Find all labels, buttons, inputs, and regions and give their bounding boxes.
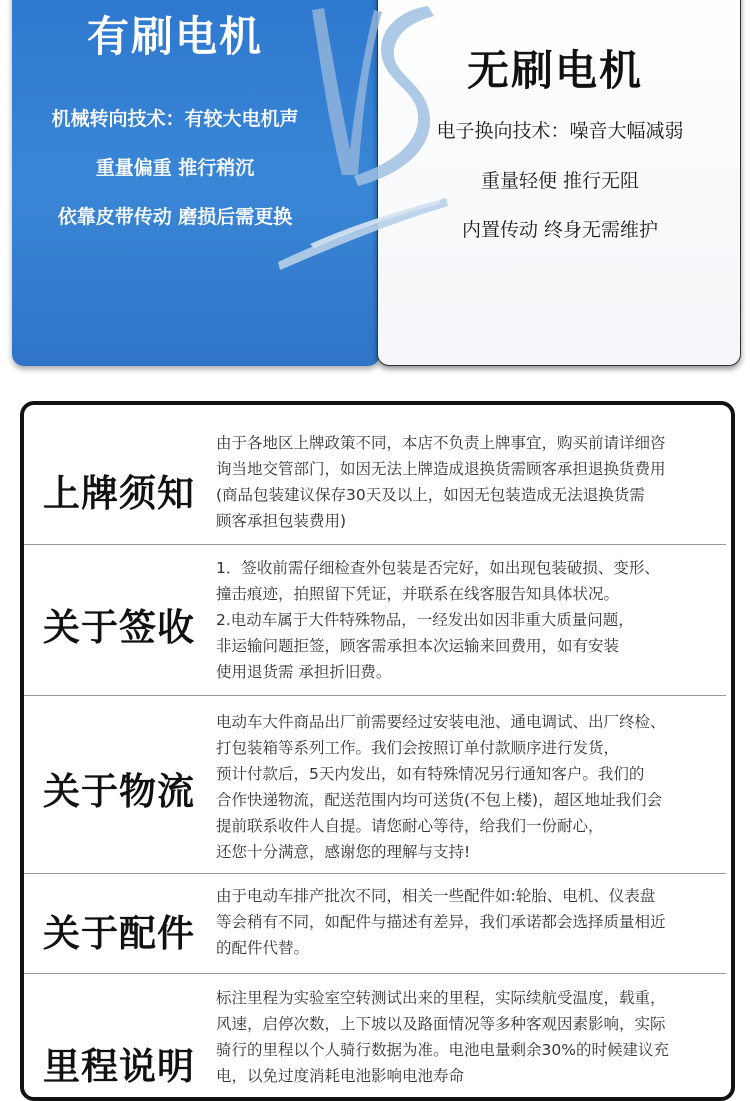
mileage-title: 里程说明 xyxy=(43,1044,195,1088)
brushed-feature-1: 机械转向技术：有较大电机声 xyxy=(51,108,299,130)
mileage-text xyxy=(216,985,726,1089)
notice-text-line: 顾客承担包装费用) xyxy=(216,512,347,530)
logistics-title: 关于物流 xyxy=(43,769,195,813)
notice-row-accessories xyxy=(24,873,726,974)
brushed-motor-title: 有刷电机 xyxy=(86,12,263,61)
motor-comparison-banner xyxy=(0,0,750,380)
notice-text-line: 还您十分满意，感谢您的理解与支持! xyxy=(216,843,471,861)
notice-text-line: (商品包装建议保存30天及以上，如因无包装造成无法退换货需 xyxy=(216,486,645,504)
notice-text-line: 预计付款后，5天内发出，如有特殊情况另行通知客户。我们的 xyxy=(216,765,645,783)
registration-title: 上牌须知 xyxy=(43,471,195,515)
notice-row-mileage xyxy=(24,973,726,1088)
notice-text-line: 标注里程为实验室空转测试出来的里程，实际续航受温度，载重， xyxy=(216,989,666,1007)
notice-text-line: 电动车大件商品出厂前需要经过安装电池、通电调试、出厂终检、 xyxy=(216,713,666,731)
brushless-motor-title: 无刷电机 xyxy=(466,46,643,95)
accessories-title: 关于配件 xyxy=(43,911,195,955)
notice-text-line: 1．签收前需仔细检查外包装是否完好，如出现包装破损、变形、 xyxy=(216,559,660,577)
brushless-feature-3: 内置传动 终身无需维护 xyxy=(461,219,659,241)
logistics-text xyxy=(216,709,726,865)
brushless-feature-1: 电子换向技术：噪音大幅减弱 xyxy=(436,120,684,142)
notice-text-line: 的配件代替。 xyxy=(216,939,310,957)
notice-row-logistics xyxy=(24,695,726,874)
accessories-text xyxy=(216,883,726,961)
notice-text-line: 风速，启停次数，上下坡以及路面情况等多种客观因素影响，实际 xyxy=(216,1015,666,1033)
receipt-title: 关于签收 xyxy=(43,605,195,649)
notice-text-line: 电，以免过度消耗电池影响电池寿命 xyxy=(216,1067,465,1085)
notice-text-line: 非运输问题拒签，顾客需承担本次运输来回费用，如有安装 xyxy=(216,637,620,655)
notice-text-line: 使用退货需 承担折旧费。 xyxy=(216,663,392,681)
notice-text-line: 骑行的里程以个人骑行数据为准。电池电量剩余30%的时候建议充 xyxy=(216,1041,669,1059)
notice-text-line: 由于各地区上牌政策不同，本店不负责上牌事宜，购买前请详细咨 xyxy=(216,434,666,452)
brushed-feature-2: 重量偏重 推行稍沉 xyxy=(95,157,255,179)
notice-text-line: 由于电动车排产批次不同，相关一些配件如:轮胎、电机、仪表盘 xyxy=(216,887,656,905)
notice-text-line: 询当地交管部门，如因无法上牌造成退换货需顾客承担退换货费用 xyxy=(216,460,666,478)
notice-text-line: 提前联系收件人自提。请您耐心等待，给我们一份耐心， xyxy=(216,817,604,835)
notice-text-line: 打包装箱等系列工作。我们会按照订单付款顺序进行发货， xyxy=(216,739,620,757)
notice-text-line: 2.电动车属于大件特殊物品，一经发出如因非重大质量问题， xyxy=(216,611,634,629)
brushless-feature-2: 重量轻便 推行无阻 xyxy=(480,170,640,192)
notice-row-receipt xyxy=(24,544,726,696)
receipt-text xyxy=(216,555,726,685)
registration-text xyxy=(216,430,726,534)
notice-text-line: 等会稍有不同，如配件与描述有差异，我们承诺都会选择质量相近 xyxy=(216,913,666,931)
notice-text-line: 撞击痕迹，拍照留下凭证，并联系在线客服告知具体状况。 xyxy=(216,585,620,603)
notice-row-registration xyxy=(24,423,726,545)
brushed-feature-3: 依靠皮带传动 磨损后需更换 xyxy=(57,206,293,228)
notice-text-line: 合作快递物流，配送范围内均可送货(不包上楼)，超区地址我们会 xyxy=(216,791,663,809)
